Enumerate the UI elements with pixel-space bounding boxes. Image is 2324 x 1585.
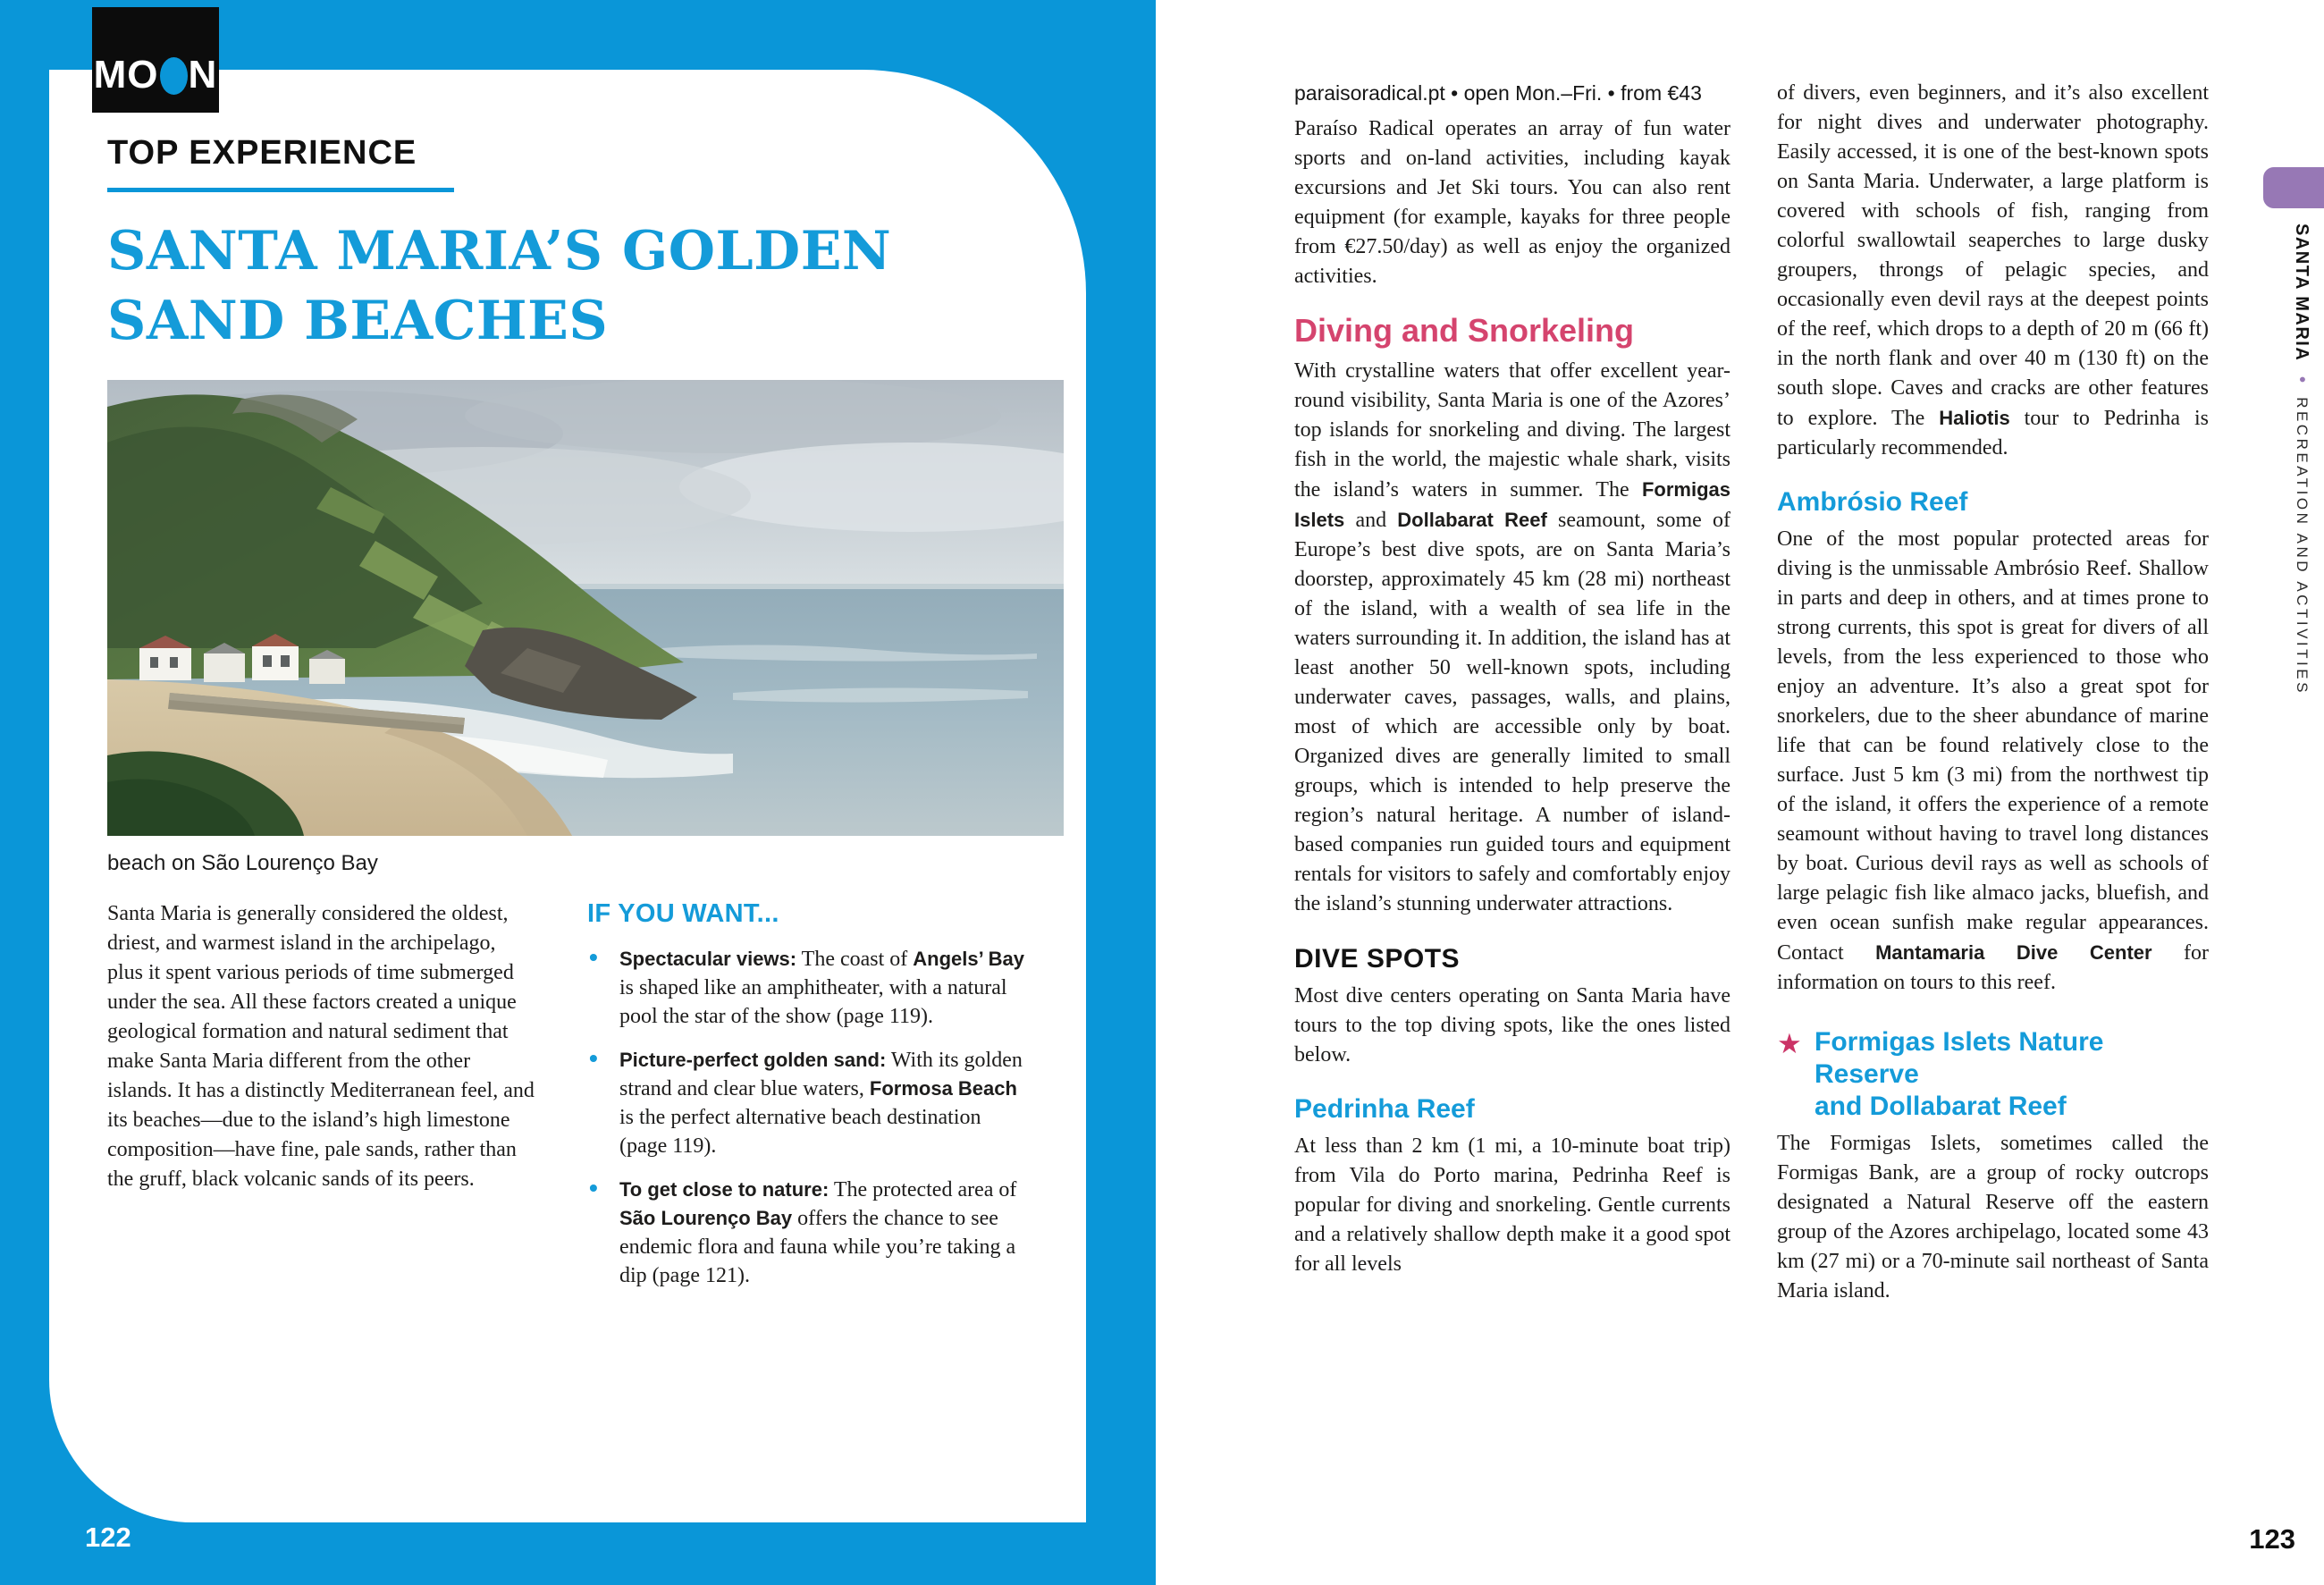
sidebar-chapter-label: SANTA MARIA <box>2292 223 2311 362</box>
page-number-right: 123 <box>2249 1523 2295 1555</box>
moon-icon <box>160 57 188 95</box>
list-item <box>587 1176 1027 1290</box>
paragraph-formigas: The Formigas Islets, sometimes called the Formigas Bank, are a group of rocky outcrops designated a Natural Reserve off the eastern group of the Azores archipelago, located some 43 km (27 mi) or a 70-minute sail northeast of Santa Maria island. <box>1777 1132 2209 1303</box>
bullet-icon: • <box>589 943 598 972</box>
heading-formigas-line1: Formigas Islets Nature Reserve <box>1815 1027 2104 1089</box>
paragraph-paraiso: Paraíso Radical operates an array of fun water sports and on-land activities, including kayak excursions and Jet Ski tours. You can also rent equipment (for example, kayaks for three people from €27.50/day) as well as enjoy the organized activities. <box>1294 117 1730 288</box>
moon-logo-text-pre: MO <box>93 53 159 97</box>
bullet-text: Spectacular views: The coast of Angels’ Bay is shaped like an amphitheater, with a natural pool the star of the show (page 119). <box>619 948 1025 1029</box>
right-page <box>1156 0 2324 1585</box>
beach-photo-illustration <box>107 380 1064 836</box>
bullet-icon: • <box>589 1174 598 1202</box>
intro-column <box>107 899 535 1305</box>
right-column-1 <box>1294 79 1730 1279</box>
page-title-line1: SANTA MARIA’S GOLDEN <box>107 220 892 282</box>
heading-ambrosio-reef: Ambrósio Reef <box>1777 487 1968 517</box>
listing-info-line: paraisoradical.pt • open Mon.–Fri. • from €43 <box>1294 81 1702 105</box>
right-column-2 <box>1777 79 2209 1306</box>
list-item <box>587 1046 1027 1160</box>
bullet-text: To get close to nature: The protected area of São Lourenço Bay offers the chance to see endemic flora and fauna while you’re taking a dip (page 121). <box>619 1178 1017 1288</box>
kicker-top-experience: TOP EXPERIENCE <box>107 134 417 172</box>
left-content-panel <box>49 70 1086 1522</box>
page-title <box>107 216 891 356</box>
bullet-icon: • <box>589 1044 598 1073</box>
paragraph-pedrinha: At less than 2 km (1 mi, a 10-minute boat trip) from Vila do Porto marina, Pedrinha Reef is popular for diving and snorkeling. Gentle currents and a relatively shallow depth make it a good spot for all levels <box>1294 1134 1730 1276</box>
chapter-color-tab <box>2263 167 2324 208</box>
if-you-want-heading: IF YOU WANT... <box>587 899 779 928</box>
heading-dive-spots: DIVE SPOTS <box>1294 943 1461 974</box>
sidebar-section-label: RECREATION AND ACTIVITIES <box>2294 397 2311 696</box>
kicker-underline <box>107 188 454 192</box>
star-icon: ★ <box>1777 1028 1802 1059</box>
left-page <box>0 0 1156 1585</box>
moon-logo <box>92 7 219 113</box>
photo-caption: beach on São Lourenço Bay <box>107 851 378 875</box>
heading-diving-snorkeling: Diving and Snorkeling <box>1294 312 1635 349</box>
heading-formigas-dollabarat <box>1777 1026 2209 1123</box>
beach-photo <box>107 380 1064 836</box>
paragraph-ambrosio: One of the most popular protected areas for diving is the unmissable Ambrósio Reef. Shallow in parts and deep in others, and at times prone to strong currents, this spot is great for divers of all levels, from the less experienced to those who enjoy an adventure. It’s also a great spot for snorkelers, due to the sheer abundance of marine life that can be found relatively close to the surface. Just 5 km (3 mi) from the northwest tip of the island, it offers the experience of a remote seamount without having to travel long distances by boat. Curious devil rays as well as schools of large pelagic fish like almaco jacks, bluefish, and even ocean sunfish make regular appearances. Contact Mantamaria Dive Center for information on tours to this reef. <box>1777 527 2209 994</box>
heading-pedrinha-reef: Pedrinha Reef <box>1294 1093 1475 1124</box>
if-you-want-column <box>587 899 1027 1305</box>
paragraph-dive-spots: Most dive centers operating on Santa Maria have tours to the top diving spots, like the ones listed below. <box>1294 983 1730 1067</box>
intro-paragraph: Santa Maria is generally considered the oldest, driest, and warmest island in the archipelago, plus it spent various periods of time submerged under the sea. All these factors created a unique geological formation and natural sediment that make Santa Maria different from the other islands. It has a distinctly Mediterranean feel, and its beaches—due to the island’s high limestone composition—have fine, pale sands, rather than the gruff, black volcanic sands of its peers. <box>107 902 535 1191</box>
page-title-line2: SAND BEACHES <box>107 290 609 352</box>
if-you-want-list <box>587 945 1027 1290</box>
sidebar-dot-icon: • <box>2292 375 2311 383</box>
page-number-left: 122 <box>85 1522 131 1553</box>
heading-formigas-line2: and Dollabarat Reef <box>1815 1092 2067 1121</box>
moon-logo-text-post: N <box>188 53 218 97</box>
left-columns <box>107 899 1074 1305</box>
paragraph-pedrinha-continued: of divers, even beginners, and it’s also excellent for night dives and underwater photography. Easily accessed, it is one of the best-known spots on Santa Maria. Underwater, a large platform is covered with schools of fish, ranging from colorful swallowtail seaperches to large dusky groupers, throngs of pelagic species, and occasionally even devil rays at the deepest points of the reef, which drops to a depth of 20 m (66 ft) in the north flank and over 40 m (130 ft) on the south slope. Caves and cracks are other features to explore. The Haliotis tour to Pedrinha is particularly recommended. <box>1777 81 2210 459</box>
list-item <box>587 945 1027 1031</box>
paragraph-diving: With crystalline waters that offer excellent year-round visibility, Santa Maria is one of the Azores’ top islands for snorkeling and diving. The largest fish in the world, the majestic whale shark, visits the island’s waters in summer. The Formigas Islets and Dollabarat Reef seamount, some of Europe’s best dive spots, are on Santa Maria’s doorstep, approximately 45 km (28 mi) northeast of the island, with a wealth of sea life in the waters surrounding it. In addition, the island has at least another 50 well-known spots, including underwater caves, passages, walls, and plains, most of which are accessible only by boat. Organized dives are generally limited to small groups, which is intended to help preserve the region’s natural heritage. A number of island-based companies run guided tours and equipment rentals for visitors to safely and comfortably enjoy the island’s stunning underwater attractions. <box>1294 358 1731 915</box>
bullet-text: Picture-perfect golden sand: With its golden strand and clear blue waters, Formosa Beach is the perfect alternative beach destination (page 119). <box>619 1049 1023 1159</box>
sidebar-running-head <box>2291 223 2311 696</box>
